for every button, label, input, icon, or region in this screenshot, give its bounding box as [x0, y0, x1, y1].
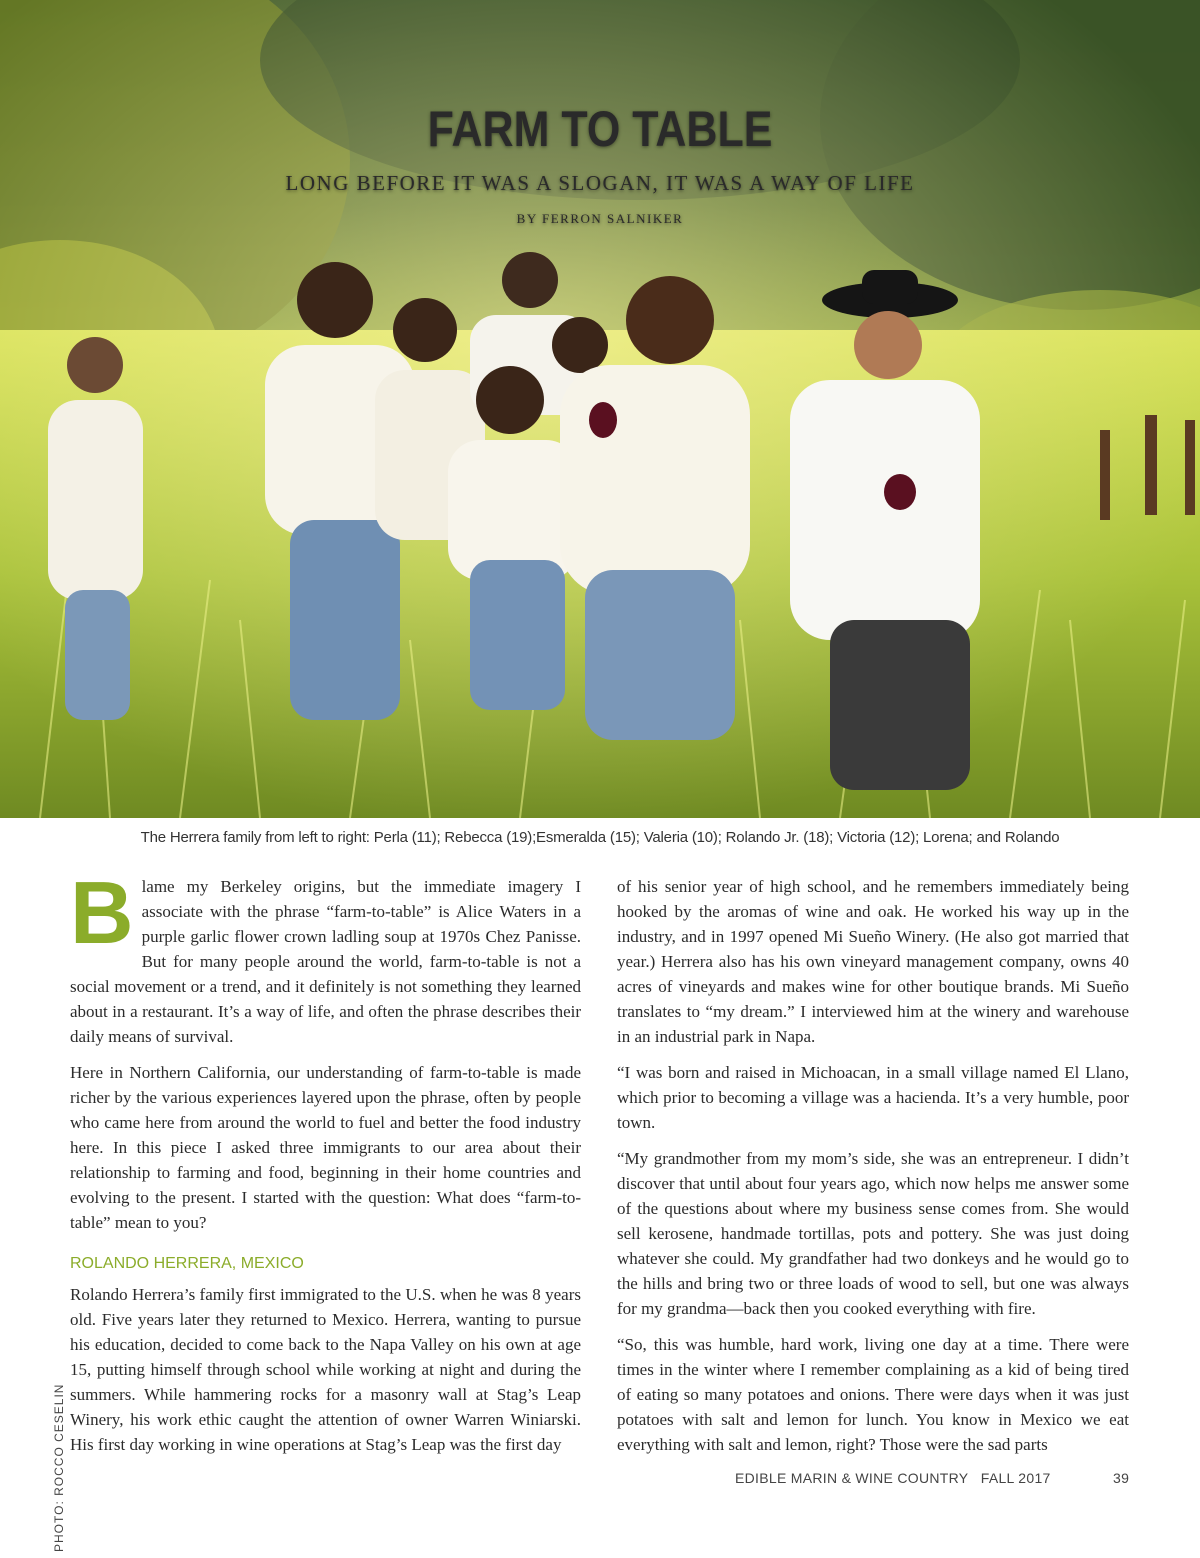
- photo-credit: [52, 1332, 66, 1552]
- body-paragraph: “My grandmother from my mom’s side, she was an entrepreneur. I didn’t discover that until about four years ago, which now helps me answer some of the questions about where my business sense comes from. She would sell kerosene, handmade tortillas, pots and pottery. She was just doing whatever she could. My grandfather had two donkeys and he would go to the hills and bring two or three loads of wood to sell, but one was always for my grandma—back then you cooked everything with fire.: [617, 1149, 1129, 1318]
- body-column-left: [70, 863, 581, 1468]
- body-paragraph: Here in Northern California, our understanding of farm-to-table is made richer by the various experiences layered upon the phrase, often by people who came here from around the world to fuel and better the food industry here. In this piece I asked three immigrants to our area about their relationship to farming and food, beginning in their home countries and evolving to the present. I started with the question: What does “farm-to-table” mean to you?: [70, 1063, 581, 1232]
- article-deck: LONG BEFORE IT WAS A SLOGAN, IT WAS A WAY OF LIFE: [285, 171, 915, 195]
- paragraph-text: lame my Berkeley origins, but the immediate imagery I associate with the phrase “farm-to-table” is Alice Waters in a purple garlic flower crown ladling soup at 1970s Chez Panisse. But for many people around the world, farm-to-table is not a social movement or a trend, and it definitely is not something they learned about in a restaurant. It’s a way of life, and often the phrase describes their daily means of survival.: [70, 877, 581, 1046]
- body-paragraph: Rolando Herrera’s family first immigrated to the U.S. when he was 8 years old. Five years later they returned to Mexico. Herrera, wanting to pursue his education, decided to come back to the Napa Valley on his own at age 15, putting himself through school while working at night and during the summers. While hammering rocks for a masonry wall at Stag’s Leap Winery, his work ethic caught the attention of owner Warren Winiarski. His first day working in wine operations at Stag’s Leap was the first day: [70, 1285, 581, 1454]
- photo-caption: The Herrera family from left to right: Perla (11); Rebecca (19);Esmeralda (15); Valeria (10); Rolando Jr. (18); Victoria (12); Lorena; and Rolando: [140, 829, 1060, 846]
- drop-cap: B: [70, 863, 134, 962]
- body-paragraph: “So, this was humble, hard work, living one day at a time. There were times in the winter where I remember complaining as a kid of being tired of eating so many potatoes and onions. There were days when it was just potatoes with salt and lemon for lunch. You know in Mexico we eat everything with salt and lemon, right? Those were the sad parts: [617, 1335, 1129, 1454]
- publication-name: EDIBLE MARIN & WINE COUNTRY FALL 2017: [735, 1470, 1051, 1486]
- body-paragraph: “I was born and raised in Michoacan, in a small village named El Llano, which prior to becoming a village was a hacienda. It’s a very humble, poor town.: [617, 1063, 1129, 1132]
- body-paragraph: of his senior year of high school, and he remembers immediately being hooked by the aromas of wine and oak. He worked his way up in the industry, and in 1997 opened Mi Sueño Winery. (He also got married that year.) Herrera also has his own vineyard management company, owns 40 acres of vineyards and makes wine for other boutique brands. Mi Sueño translates to “my dream.” I interviewed him at the winery and warehouse in an industrial park in Napa.: [617, 877, 1129, 1046]
- photo-credit-text: PHOTO: ROCCO CESELIN: [52, 1383, 66, 1552]
- article-headline: FARM TO TABLE: [427, 101, 773, 157]
- body-paragraph: [70, 863, 581, 1049]
- body-column-right: [617, 874, 1129, 1468]
- article-byline: BY FERRON SALNIKER: [516, 211, 684, 226]
- section-heading: ROLANDO HERRERA, MEXICO: [70, 1255, 304, 1272]
- page-number: 39: [1113, 1470, 1130, 1486]
